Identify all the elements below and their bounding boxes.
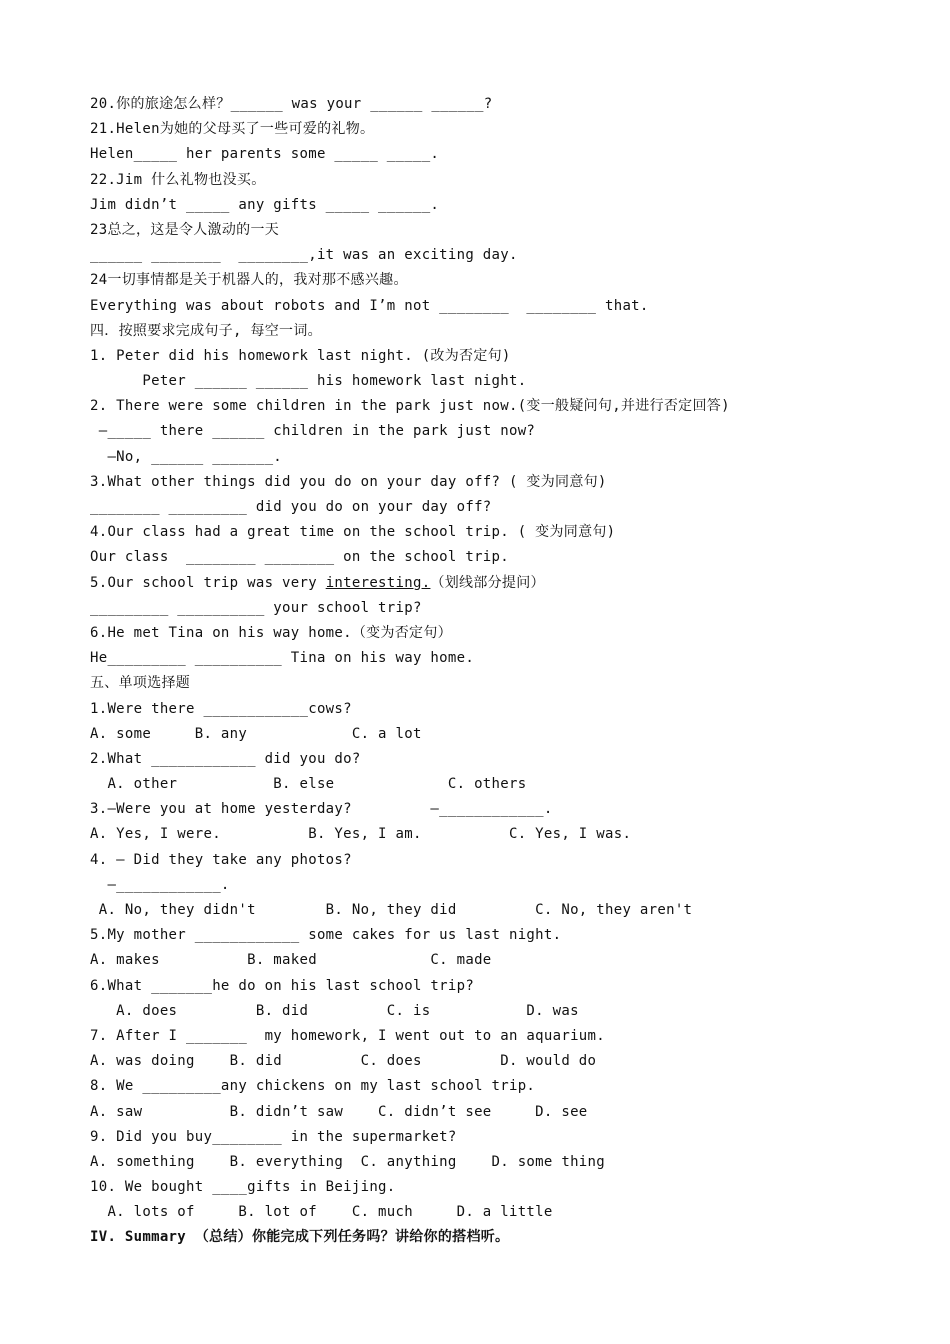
- text-line: 6.He met Tina on his way home.（变为否定句）: [90, 624, 452, 641]
- text-line: A. lots of B. lot of C. much D. a little: [90, 1204, 553, 1221]
- text-line: —No, ______ _______.: [90, 448, 283, 465]
- text-line: Our class ________ ________ on the school trip.: [90, 549, 509, 566]
- text-line-underlined: [90, 571, 890, 596]
- text-line: 2.What ____________ did you do?: [90, 750, 361, 767]
- text-line: 21.Helen为她的父母买了一些可爱的礼物。: [90, 121, 375, 138]
- text-line: A. saw B. didn’t saw C. didn’t see D. see: [90, 1103, 588, 1120]
- text-line: ________ _________ did you do on your day off?: [90, 499, 492, 515]
- text-line: 10. We bought ____gifts in Beijing.: [90, 1179, 396, 1196]
- text-line: He_________ __________ Tina on his way home.: [90, 650, 475, 667]
- text-line: A. No, they didn't B. No, they did C. No, they aren't: [90, 902, 693, 918]
- text-line: Jim didn’t _____ any gifts _____ ______.: [90, 196, 440, 213]
- text-line: 23总之，这是令人激动的一天: [90, 221, 280, 238]
- text-line: A. other B. else C. others: [90, 776, 527, 793]
- line-prefix: 5.Our school trip was very: [90, 574, 326, 591]
- text-line: 9. Did you buy________ in the supermarket?: [90, 1128, 457, 1145]
- text-line: 1.Were there ____________cows?: [90, 700, 352, 717]
- text-line: —_____ there ______ children in the park just now?: [90, 423, 536, 440]
- text-line: 5.My mother ____________ some cakes for us last night.: [90, 927, 562, 944]
- text-line: A. something B. everything C. anything D. some thing: [90, 1153, 605, 1170]
- text-line: 2. There were some children in the park just now.(变一般疑问句,并进行否定回答): [90, 398, 730, 415]
- text-line: 22.Jim 什么礼物也没买。: [90, 171, 266, 188]
- text-line: Everything was about robots and I’m not ________ ________ that.: [90, 297, 649, 314]
- text-line: 24一切事情都是关于机器人的，我对那不感兴趣。: [90, 272, 408, 289]
- summary-heading: IV. Summary （总结）你能完成下列任务吗？讲给你的搭档听。: [90, 1229, 510, 1246]
- text-line: 20.你的旅途怎么样？______ was your ______ ______?: [90, 96, 493, 112]
- text-line: 1. Peter did his homework last night. (改为否定句): [90, 347, 511, 364]
- text-line: —____________.: [90, 876, 230, 893]
- text-line: 4.Our class had a great time on the school trip. ( 变为同意句): [90, 524, 616, 541]
- text-line: 7. After I _______ my homework, I went out to an aquarium.: [90, 1027, 605, 1044]
- text-line: _________ __________ your school trip?: [90, 599, 422, 616]
- text-line: 3.—Were you at home yesterday? —____________.: [90, 801, 553, 818]
- text-line: A. Yes, I were. B. Yes, I am. C. Yes, I was.: [90, 826, 632, 843]
- text-line: 6.What _______he do on his last school trip?: [90, 977, 475, 994]
- text-line: 4. — Did they take any photos?: [90, 851, 352, 868]
- line-suffix: （划线部分提问）: [430, 574, 545, 591]
- text-line: 3.What other things did you do on your day off? ( 变为同意句): [90, 473, 607, 490]
- section-heading: 五、单项选择题: [90, 675, 191, 692]
- text-line: 8. We _________any chickens on my last school trip.: [90, 1078, 536, 1095]
- worksheet: [90, 92, 890, 1251]
- text-line: A. some B. any C. a lot: [90, 725, 422, 742]
- text-line: Peter ______ ______ his homework last night.: [90, 373, 527, 390]
- text-line: A. makes B. maked C. made: [90, 952, 492, 969]
- section-heading: 四．按照要求完成句子, 每空一词。: [90, 322, 322, 339]
- text-line: Helen_____ her parents some _____ _____.: [90, 146, 440, 163]
- underlined-word: interesting.: [325, 574, 431, 591]
- text-line: A. was doing B. did C. does D. would do: [90, 1053, 597, 1070]
- text-line: ______ ________ ________,it was an exciting day.: [90, 247, 518, 264]
- text-line: A. does B. did C. is D. was: [90, 1002, 579, 1019]
